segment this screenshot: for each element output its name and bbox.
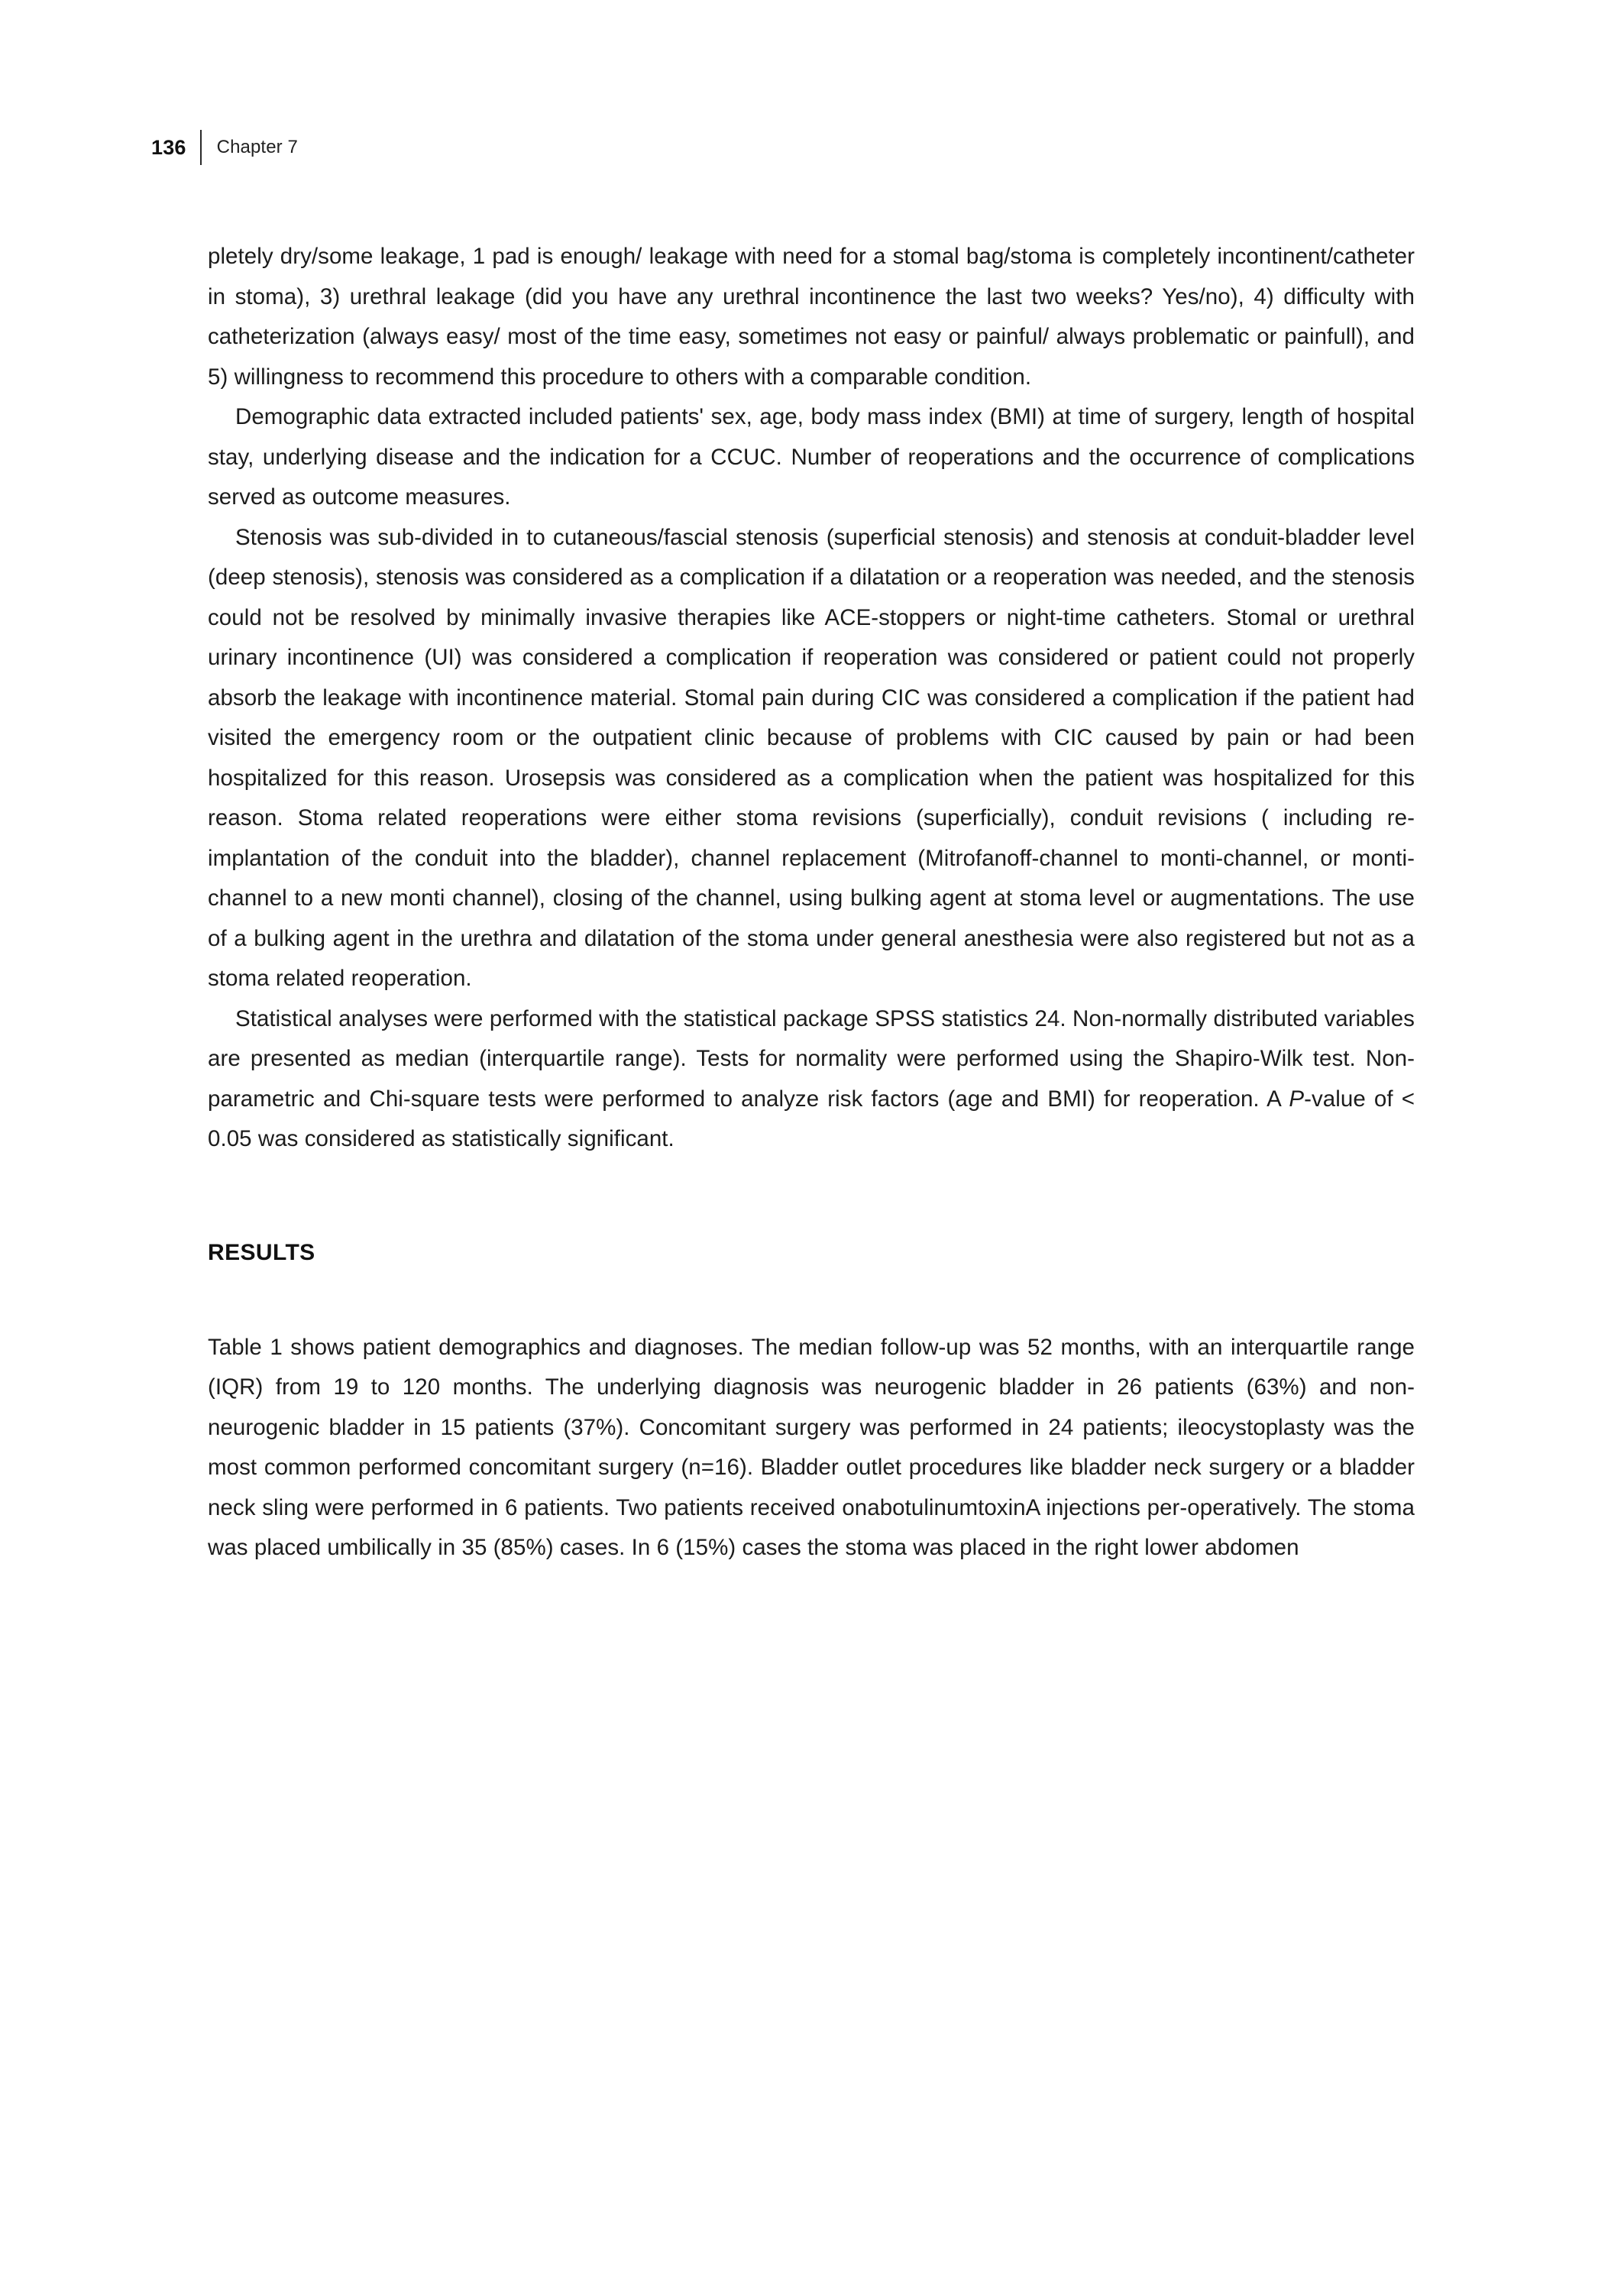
stats-text-part1: Statistical analyses were performed with the statistical package SPSS statistics 24. Non-normally distributed variables are presented as median (interquartile range). Tests for normality were performed using the Shapiro-Wilk test. Non-parametric and Chi-square tests were performed to analyze risk factors (age and BMI) for reoperation. A	[208, 1005, 1415, 1112]
paragraph-results: Table 1 shows patient demographics and diagnoses. The median follow-up was 52 months, with an interquartile range (IQR) from 19 to 120 months. The underlying diagnosis was neurogenic bladder in 26 patients (63%) and non-neurogenic bladder in 15 patients (37%). Concomitant surgery was performed in 24 patients; ileocystoplasty was the most common performed concomitant surgery (n=16). Bladder outlet procedures like bladder neck surgery or a bladder neck sling were performed in 6 patients. Two patients received onabotulinumtoxinA injections per-operatively. The stoma was placed umbilically in 35 (85%) cases. In 6 (15%) cases the stoma was placed in the right lower abdomen	[208, 1334, 1415, 1560]
stats-p-italic: P	[1289, 1086, 1305, 1112]
paragraph-demographic-data: Demographic data extracted included patients' sex, age, body mass index (BMI) at time of surgery, length of hospital stay, underlying disease and the indication for a CCUC. Number of reoperations and the occurrence of complications served as outcome measures.	[208, 404, 1415, 510]
chapter-label: Chapter 7	[216, 137, 298, 157]
stats-text-part2: -value of < 0.05 was considered as statistically significant.	[208, 1086, 1415, 1151]
body-content	[208, 237, 1415, 1568]
spacer-before-results	[208, 1160, 1415, 1233]
paragraph-continuation: pletely dry/some leakage, 1 pad is enough/ leakage with need for a stomal bag/stoma is completely incontinent/catheter in stoma), 3) urethral leakage (did you have any urethral incontinence the last two weeks? Yes/no), 4) difficulty with catheterization (always easy/ most of the time easy, sometimes not easy or painful/ always problematic or painfull), and 5) willingness to recommend this procedure to others with a comparable condition.	[208, 244, 1415, 390]
paragraph-stenosis-definitions: Stenosis was sub-divided in to cutaneous/fascial stenosis (superficial stenosis) and stenosis at conduit-bladder level (deep stenosis), stenosis was considered as a complication if a dilatation or a reoperation was needed, and the stenosis could not be resolved by minimally invasive therapies like ACE-stoppers or night-time catheters. Stomal or urethral urinary incontinence (UI) was considered a complication if reoperation was considered or patient could not properly absorb the leakage with incontinence material. Stomal pain during CIC was considered a complication if the patient had visited the emergency room or the outpatient clinic because of problems with CIC caused by pain or had been hospitalized for this reason. Urosepsis was considered as a complication when the patient was hospitalized for this reason. Stoma related reoperations were either stoma revisions (superficially), conduit revisions ( including re-implantation of the conduit into the bladder), channel replacement (Mitrofanoff-channel to monti-channel, or monti-channel to a new monti channel), closing of the channel, using bulking agent at stoma level or augmentations. The use of a bulking agent in the urethra and dilatation of the stoma under general anesthesia were also registered but not as a stoma related reoperation.	[208, 524, 1415, 991]
running-head	[151, 130, 298, 165]
spacer-after-results	[208, 1273, 1415, 1328]
page-number: 136	[151, 136, 186, 159]
paragraph-statistical-analyses	[208, 999, 1415, 1160]
section-heading-results: RESULTS	[208, 1239, 315, 1265]
